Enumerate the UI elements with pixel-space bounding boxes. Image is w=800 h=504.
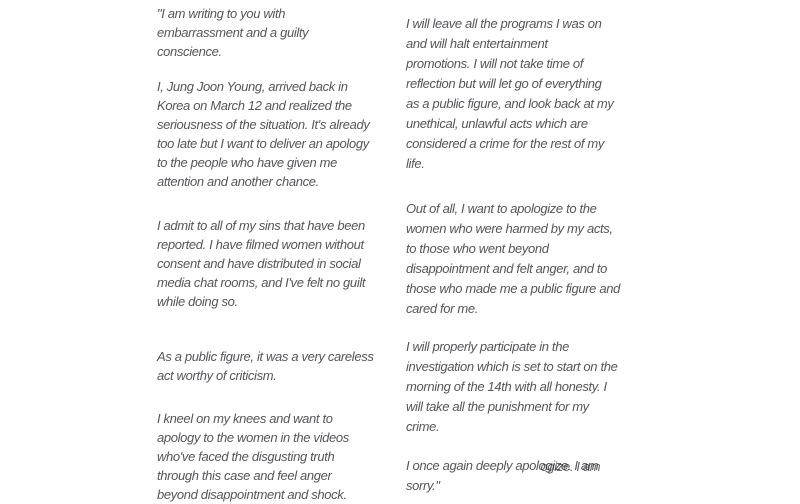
text-line: Out of all, I want to apologize to the — [406, 201, 597, 216]
glitch-text: ogize. I am ogize. I am — [539, 456, 599, 476]
text-line: I admit to all of my sins that have been — [157, 218, 365, 233]
text-line: seriousness of the situation. It's already — [157, 117, 370, 132]
paragraph — [157, 409, 417, 504]
text-line: to the people who have given me — [157, 155, 337, 170]
text-line: unethical, unlawful acts which are — [406, 116, 588, 131]
text-line: promotions. I will not take time of — [406, 56, 584, 71]
text-line: As a public figure, it was a very careless — [157, 349, 374, 364]
text-line: to those who went beyond — [406, 241, 549, 256]
text-line: conscience. — [157, 44, 222, 59]
text-line: morning of the 14th with all honesty. I — [406, 379, 607, 394]
text-line: I kneel on my knees and want to — [157, 411, 333, 426]
text-line: embarrassment and a guilty — [157, 25, 309, 40]
text-line: considered a crime for the rest of my — [406, 136, 605, 151]
text-line: I will leave all the programs I was on — [406, 16, 602, 31]
right-column — [406, 14, 736, 496]
text-line: Korea on March 12 and realized the — [157, 98, 352, 113]
paragraph — [406, 199, 736, 319]
text-line: I will properly participate in the — [406, 339, 569, 354]
closing-paragraph — [406, 456, 736, 496]
text-line: reflection but will let go of everything — [406, 76, 602, 91]
text-line: life. — [406, 156, 425, 171]
text-line: who've faced the disgusting truth — [157, 449, 335, 464]
text-line: investigation which is set to start on the — [406, 359, 618, 374]
left-column — [157, 4, 417, 504]
text-line: those who made me a public figure and — [406, 281, 620, 296]
text-line: women who were harmed by my acts, — [406, 221, 613, 236]
text-line: too late but I want to deliver an apology — [157, 136, 369, 151]
text-line: act worthy of criticism. — [157, 368, 277, 383]
text-line: consent and have distributed in social — [157, 256, 361, 271]
text-line: I, Jung Joon Young, arrived back in — [157, 79, 348, 94]
paragraph — [157, 77, 417, 191]
text-line: attention and another chance. — [157, 174, 319, 189]
text-line: "I am writing to you with — [157, 6, 286, 21]
text-line: reported. I have filmed women without — [157, 237, 364, 252]
text-line: while doing so. — [157, 294, 238, 309]
text-line: and will halt entertainment — [406, 36, 548, 51]
text-line: disappointment and felt anger, and to — [406, 261, 607, 276]
text-line: through this case and feel anger — [157, 468, 332, 483]
text-line: media chat rooms, and I've felt no guilt — [157, 275, 366, 290]
paragraph — [406, 14, 736, 174]
paragraph — [157, 4, 417, 61]
text-line: beyond disappointment and shock. — [157, 487, 347, 502]
text-line: will take all the punishment for my — [406, 399, 589, 414]
paragraph — [157, 216, 417, 311]
text-line: crime. — [406, 419, 440, 434]
text-line: apology to the women in the videos — [157, 430, 349, 445]
closing-last-line: sorry." — [406, 478, 440, 493]
closing-line-prefix: I once again deeply apol — [406, 458, 539, 473]
closing-first-line — [406, 456, 736, 476]
paragraph — [157, 347, 417, 385]
text-line: as a public figure, and look back at my — [406, 96, 614, 111]
paragraph — [406, 337, 736, 437]
text-line: cared for me. — [406, 301, 479, 316]
